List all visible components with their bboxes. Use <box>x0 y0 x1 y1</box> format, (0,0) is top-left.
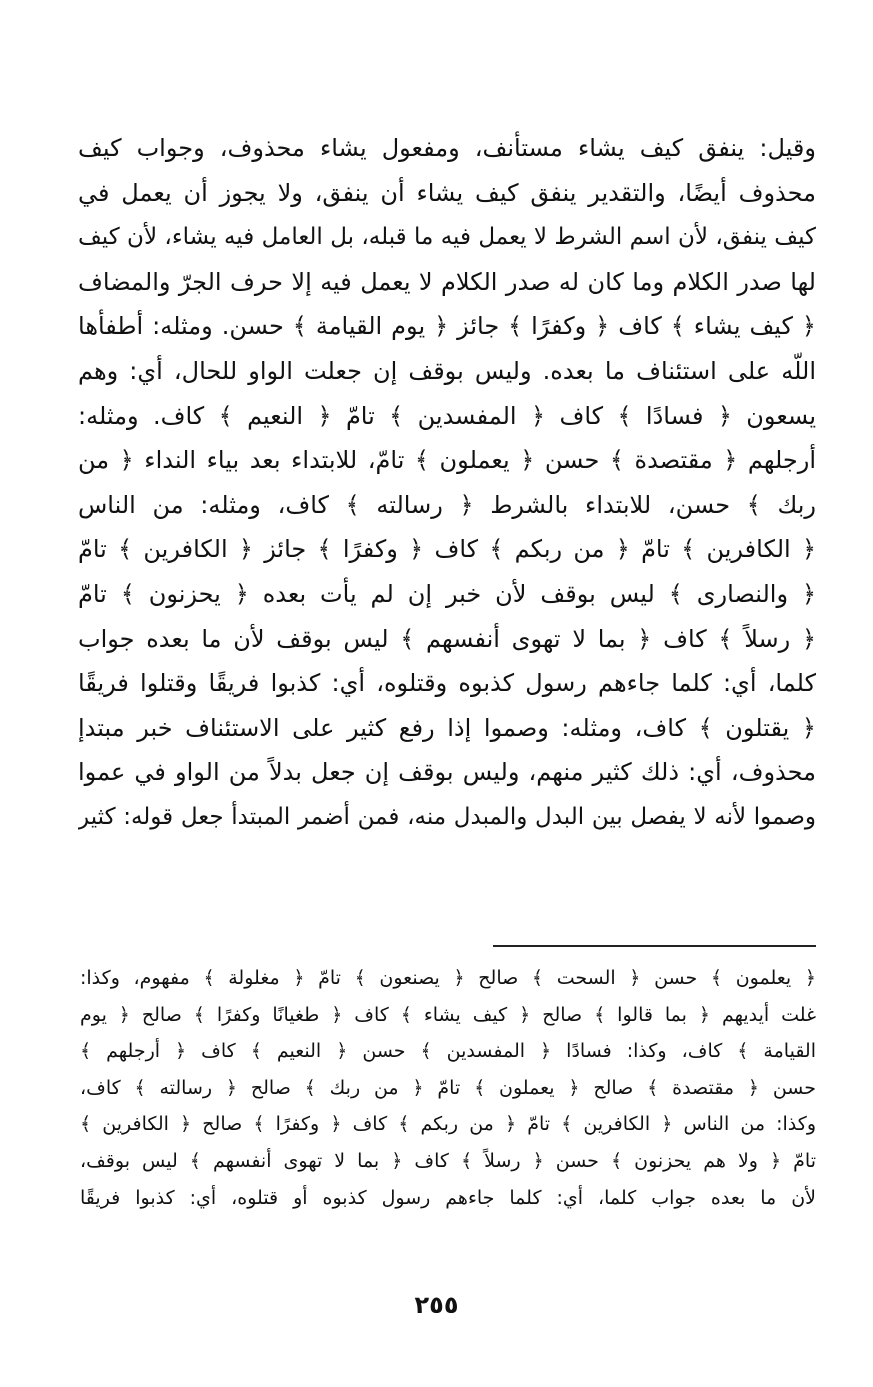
main-text-line: كلما، أي: كلما جاءهم رسول كذبوه وقتلوه، أي: كذبوا فريقًا وقتلوا فريقًا <box>78 669 816 698</box>
footnote-separator <box>493 945 816 947</box>
main-text-line: ﴿ كيف يشاء ﴾ كاف ﴿ وكفرًا ﴾ جائز ﴿ يوم القيامة ﴾ حسن. ومثله: أطفأها <box>78 312 816 341</box>
main-text-line: ربك ﴾ حسن، للابتداء بالشرط ﴿ رسالته ﴾ كاف، ومثله: من الناس <box>78 490 816 519</box>
main-text-block <box>78 126 816 840</box>
footnote-line: لأن ما بعده جواب كلما، أي: كلما جاءهم رسول كذبوه أو قتلوه، أي: كذبوا فريقًا <box>80 1186 816 1209</box>
main-text-line: محذوف أيضًا، والتقدير ينفق كيف يشاء أن ينفق، ولا يجوز أن يعمل في <box>78 178 816 207</box>
main-text-line: لها صدر الكلام وما كان له صدر الكلام لا يعمل فيه إلا حرف الجرّ والمضاف <box>78 267 816 296</box>
main-text-line: ﴿ يقتلون ﴾ كاف، ومثله: وصموا إذا رفع كثير على الاستئناف خبر مبتدإ <box>78 713 816 742</box>
main-text-line: اللّه على استئناف ما بعده. وليس بوقف إن جعلت الواو للحال، أي: وهم <box>78 356 816 385</box>
footnote-line: حسن ﴿ مقتصدة ﴾ صالح ﴿ يعملون ﴾ تامّ ﴿ من ربك ﴾ صالح ﴿ رسالته ﴾ كاف، <box>80 1076 816 1099</box>
main-text-line: كيف ينفق، لأن اسم الشرط لا يعمل فيه ما قبله، بل العامل فيه يشاء، لأن كيف <box>78 224 816 251</box>
main-text-line: يسعون ﴿ فسادًا ﴾ كاف ﴿ المفسدين ﴾ تامّ ﴿ النعيم ﴾ كاف. ومثله: <box>78 401 816 430</box>
main-text-line: أرجلهم ﴿ مقتصدة ﴾ حسن ﴿ يعملون ﴾ تامّ، للابتداء بعد بياء النداء ﴿ من <box>78 446 816 475</box>
main-text-line: محذوف، أي: ذلك كثير منهم، وليس بوقف إن جعل بدلاً من الواو في عموا <box>78 758 816 787</box>
main-text-line: ﴿ رسلاً ﴾ كاف ﴿ بما لا تهوى أنفسهم ﴾ ليس بوقف لأن ما بعده جواب <box>78 624 816 653</box>
footnote-line: غلت أيديهم ﴿ بما قالوا ﴾ صالح ﴿ كيف يشاء ﴾ كاف ﴿ طغيانًا وكفرًا ﴾ صالح ﴿ يوم <box>80 1003 816 1026</box>
main-text-line: وصموا لأنه لا يفصل بين البدل والمبدل منه، فمن أضمر المبتدأ جعل قوله: كثير <box>78 803 816 830</box>
main-text-line: وقيل: ينفق كيف يشاء مستأنف، ومفعول يشاء محذوف، وجواب كيف <box>78 134 816 162</box>
footnotes-block <box>80 960 816 1216</box>
page-number: ٢٥٥ <box>414 1291 459 1319</box>
main-text-line: ﴿ الكافرين ﴾ تامّ ﴿ من ربكم ﴾ كاف ﴿ وكفرًا ﴾ جائز ﴿ الكافرين ﴾ تامّ <box>78 535 816 564</box>
footnote-line: وكذا: من الناس ﴿ الكافرين ﴾ تامّ ﴿ من ربكم ﴾ كاف ﴿ وكفرًا ﴾ صالح ﴿ الكافرين ﴾ <box>80 1113 816 1136</box>
main-text-line: ﴿ والنصارى ﴾ ليس بوقف لأن خبر إن لم يأت بعده ﴿ يحزنون ﴾ تامّ <box>78 579 816 608</box>
footnote-line: ﴿ يعلمون ﴾ حسن ﴿ السحت ﴾ صالح ﴿ يصنعون ﴾ تامّ ﴿ مغلولة ﴾ مفهوم، وكذا: <box>80 967 816 989</box>
footnote-line: تامّ ﴿ ولا هم يحزنون ﴾ حسن ﴿ رسلاً ﴾ كاف ﴿ بما لا تهوى أنفسهم ﴾ ليس بوقف، <box>80 1149 816 1172</box>
footnote-line: القيامة ﴾ كاف، وكذا: فسادًا ﴿ المفسدين ﴾ حسن ﴿ النعيم ﴾ كاف ﴿ أرجلهم ﴾ <box>80 1040 816 1063</box>
